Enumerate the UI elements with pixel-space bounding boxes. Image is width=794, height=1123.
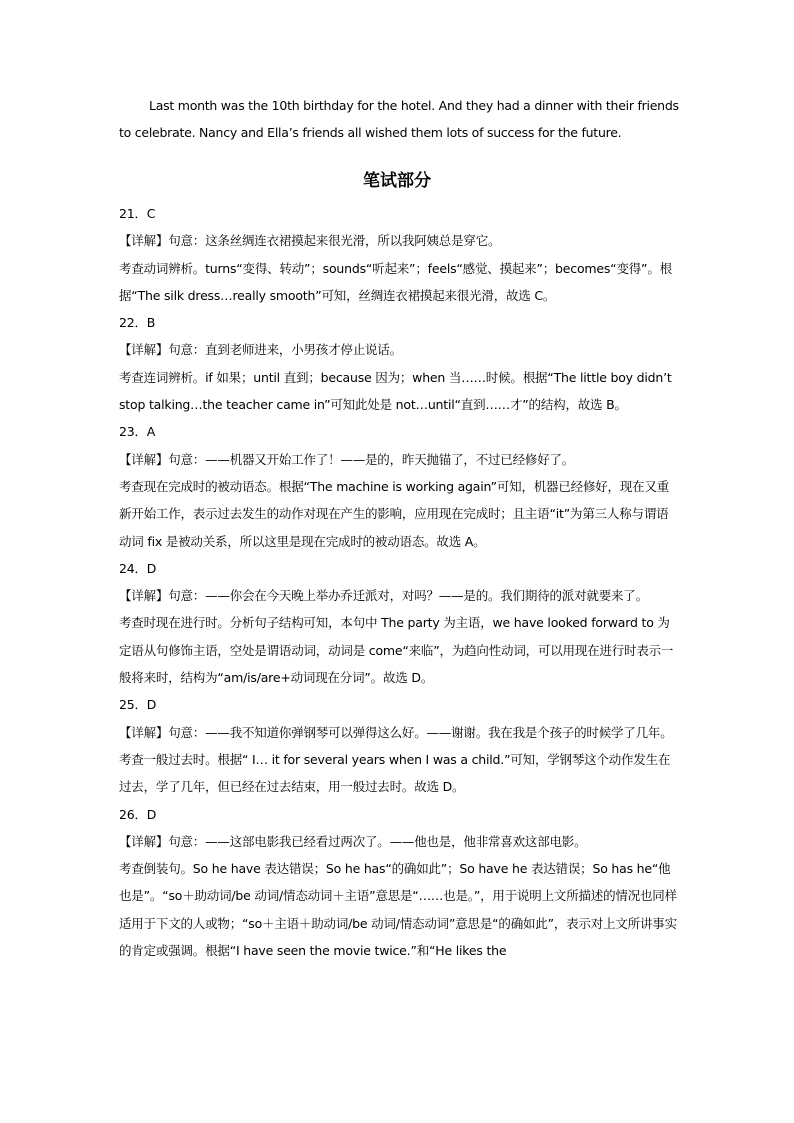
explanation-line: 考查一般过去时。根据“ I… it for several years when I was a child.”可知，学钢琴这个动作发生在过去，学了几年，但已经在过去结束，用一般过去时。故选 D。 — [119, 751, 671, 795]
question-number: 21．C — [119, 206, 156, 221]
detail-line: 【详解】句意：——这部电影我已经看过两次了。——他也是，他非常喜欢这部电影。 — [119, 833, 587, 849]
explanation-line: 考查时现在进行时。分析句子结构可知，本句中 The party 为主语，we have looked forward to 为定语从句修饰主语，空处是谓语动词，动词是 come“来临”，为趋向性动词，可以用现在进行时表示一般将来时，结构为“am/is/are+动词现在分词”。故选 D。 — [119, 615, 674, 686]
explanation-line: 考查动词辨析。turns“变得、转动”；sounds“听起来”；feels“感觉、摸起来”；becomes“变得”。根据“The silk dress…really smooth”可知，丝绸连衣裙摸起来很光滑，故选 C。 — [119, 260, 672, 303]
answer-item-21 — [119, 200, 679, 309]
answer-item-25 — [119, 691, 679, 800]
answer-item-22 — [119, 309, 679, 418]
explanation-line: 考查连词辨析。if 如果；until 直到；because 因为；when 当……时候。根据“The little boy didn’t stop talking…the teacher came in”可知此处是 not…until“直到……才”的结构，故选 B。 — [119, 369, 672, 413]
question-number: 23．A — [119, 424, 156, 440]
detail-line: 【详解】句意：——你会在今天晚上举办乔迁派对，对吗？——是的。我们期待的派对就要来了。 — [119, 588, 648, 604]
question-number: 24．D — [119, 560, 157, 576]
intro-paragraph: Last month was the 10th birthday for the hotel. And they had a dinner with their friends to celebrate. Nancy and Ella’s friends all wished them lots of success for the future. — [119, 98, 679, 140]
answer-explanations — [119, 200, 679, 964]
answer-item-26 — [119, 801, 679, 965]
detail-line: 【详解】句意：——我不知道你弹钢琴可以弹得这么好。——谢谢。我在我是个孩子的时候学了几年。 — [119, 724, 673, 740]
intro-paragraph-block — [119, 92, 679, 146]
detail-line: 【详解】句意：直到老师进来，小男孩才停止说话。 — [119, 342, 402, 358]
explanation-line: 考查倒装句。So he have 表达错误；So he has“的确如此”；So have he 表达错误；So has he“他也是”。“so＋助动词/be 动词/情态动词＋主语”意思是“……也是。”，用于说明上文所描述的情况也同样适用于下文的人或物；“so＋主语＋助动词/be 动词/情态动词”意思是“的确如此”，表示对上文所讲事实的肯定或强调。根据“I have seen the movie twice.”和“He likes the — [119, 861, 677, 959]
question-number: 22．B — [119, 315, 156, 331]
question-number: 26．D — [119, 806, 157, 822]
question-number: 25．D — [119, 697, 157, 713]
detail-line: 【详解】句意：——机器又开始工作了！——是的，昨天抛锚了，不过已经修好了。 — [119, 451, 575, 467]
answer-item-23 — [119, 418, 679, 554]
detail-line: 【详解】句意：这条丝绸连衣裙摸起来很光滑，所以我阿姨总是穿它。 — [119, 233, 501, 249]
explanation-line: 考查现在完成时的被动语态。根据“The machine is working again”可知，机器已经修好，现在又重新开始工作，表示过去发生的动作对现在产生的影响，应用现在完成时；且主语“it”为第三人称与谓语动词 fix 是被动关系，所以这里是现在完成时的被动语态。故选 A。 — [119, 478, 670, 549]
answer-item-24 — [119, 555, 679, 691]
section-title: 笔试部分 — [363, 171, 431, 191]
